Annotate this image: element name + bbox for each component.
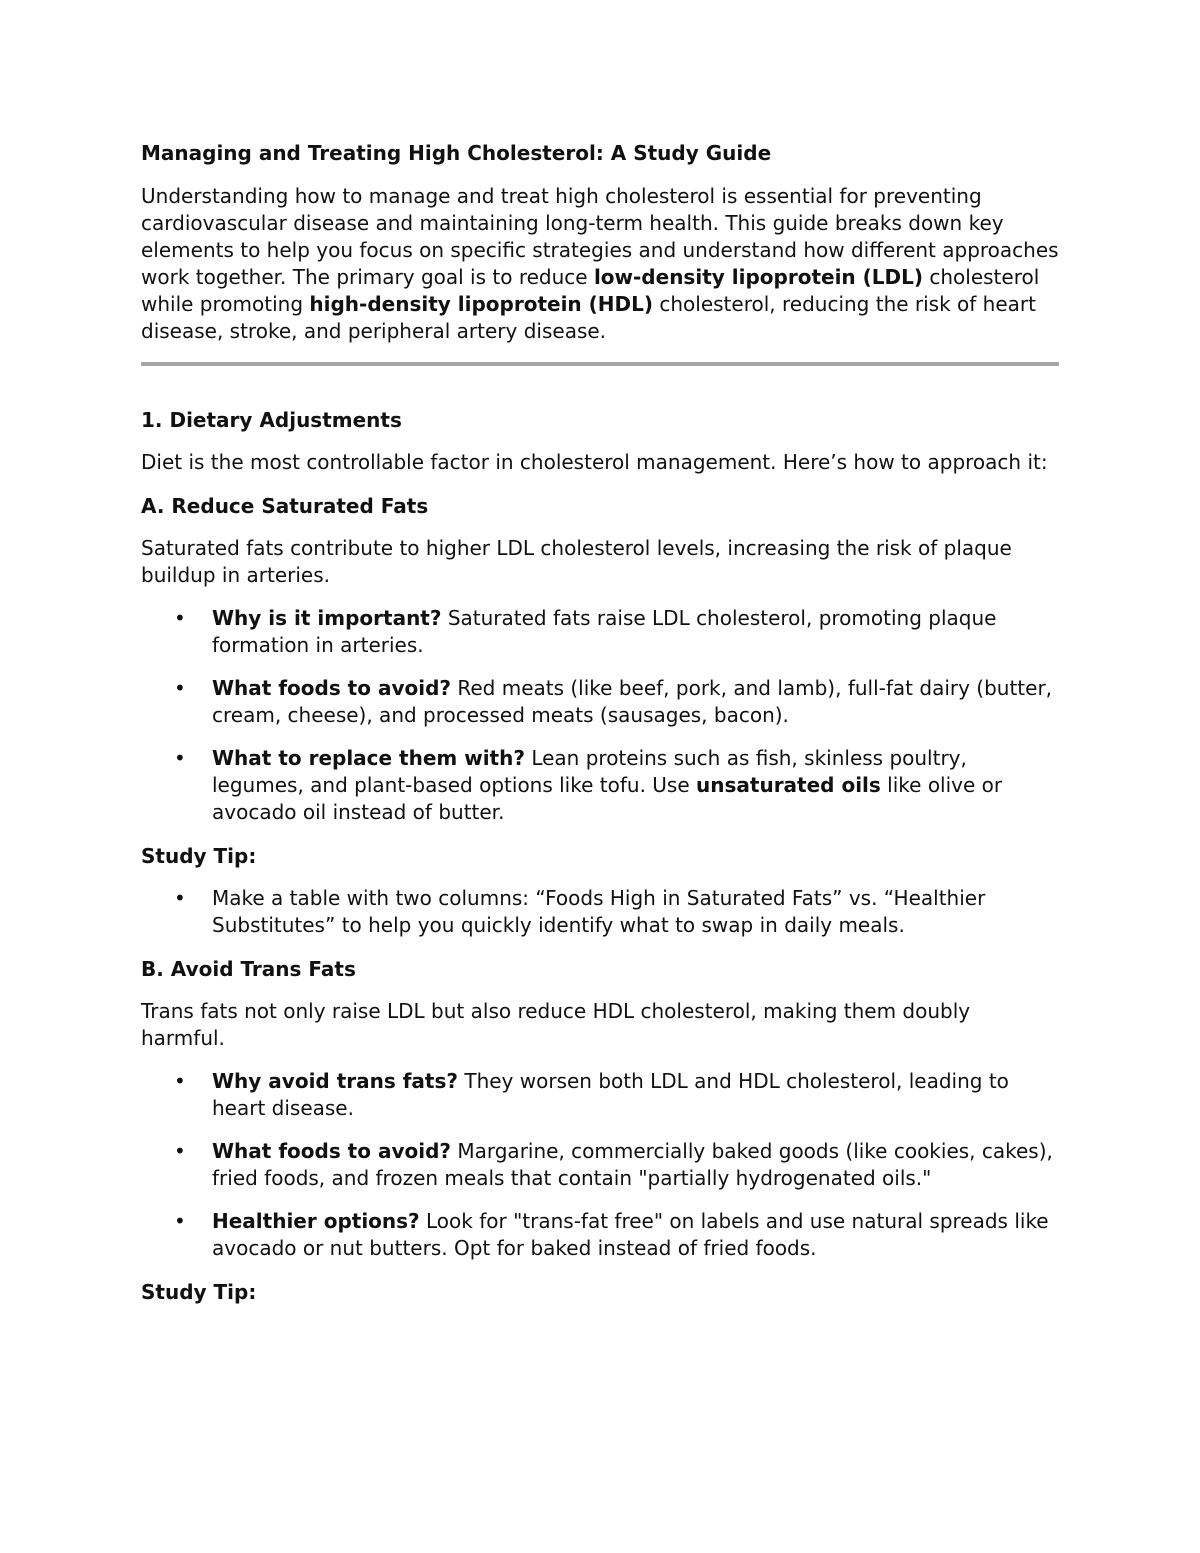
saturated-fats-list (141, 605, 1059, 826)
list-item-label: Healthier options? (212, 1209, 420, 1233)
intro-text-2: cholesterol while promoting (141, 265, 1040, 316)
list-item-label: What foods to avoid? (212, 1139, 451, 1163)
trans-fats-list (141, 1068, 1059, 1262)
horizontal-divider (141, 362, 1059, 366)
list-item-text: Lean proteins such as fish, skinless poultry, legumes, and plant-based options like tofu. Use (212, 746, 967, 797)
list-item-text: They worsen both LDL and HDL cholesterol, leading to heart disease. (212, 1069, 1009, 1120)
intro-text-3: cholesterol, reducing the risk of heart disease, stroke, and peripheral artery disease. (141, 292, 1036, 343)
list-item (141, 605, 1059, 659)
list-item-label: Why is it important? (212, 606, 442, 630)
list-item-text: Red meats (like beef, pork, and lamb), full-fat dairy (butter, cream, cheese), and processed meats (sausages, bacon). (212, 676, 1053, 727)
bullet-icon: • (174, 676, 186, 700)
list-item-bold-term: unsaturated oils (696, 773, 881, 797)
list-item (141, 1208, 1059, 1262)
subsection-heading-saturated: A. Reduce Saturated Fats (141, 494, 429, 518)
subsection-intro-trans: Trans fats not only raise LDL but also reduce HDL cholesterol, making them doubly harmful. (141, 999, 971, 1050)
study-tip-heading: Study Tip: (141, 1280, 257, 1304)
list-item-text-continued: like olive or avocado oil instead of butter. (212, 773, 1003, 824)
bullet-icon: • (174, 1209, 186, 1233)
list-item-text: Saturated fats raise LDL cholesterol, promoting plaque formation in arteries. (212, 606, 997, 657)
list-item (141, 1068, 1059, 1122)
list-item (141, 675, 1059, 729)
document-page (141, 138, 1059, 1321)
intro-text-1: Understanding how to manage and treat high cholesterol is essential for preventing cardiovascular disease and maintaining long-term health. This guide breaks down key elements to help you focus on specific strategies and understand how different approaches work together. The primary goal is to reduce (141, 184, 1059, 289)
bullet-icon: • (174, 746, 186, 770)
intro-paragraph (141, 183, 1059, 345)
section-intro-dietary: Diet is the most controllable factor in cholesterol management. Here’s how to approach it: (141, 450, 1048, 474)
intro-bold-hdl: high-density lipoprotein (HDL) (309, 292, 653, 316)
bullet-icon: • (174, 886, 186, 910)
list-item (141, 1138, 1059, 1192)
study-tip-heading: Study Tip: (141, 844, 257, 868)
intro-bold-ldl: low-density lipoprotein (LDL) (593, 265, 923, 289)
list-item (141, 885, 1059, 939)
document-title: Managing and Treating High Cholesterol: A Study Guide (141, 141, 772, 165)
list-item (141, 745, 1059, 826)
list-item-text: Make a table with two columns: “Foods High in Saturated Fats” vs. “Healthier Substitutes” to help you quickly identify what to swap in daily meals. (212, 886, 986, 937)
list-item-label: Why avoid trans fats? (212, 1069, 458, 1093)
list-item-text: Margarine, commercially baked goods (like cookies, cakes), fried foods, and frozen meals that contain "partially hydrogenated oils." (212, 1139, 1053, 1190)
subsection-intro-saturated: Saturated fats contribute to higher LDL cholesterol levels, increasing the risk of plaque buildup in arteries. (141, 536, 1012, 587)
section-heading-dietary: 1. Dietary Adjustments (141, 408, 402, 432)
bullet-icon: • (174, 1139, 186, 1163)
list-item-label: What foods to avoid? (212, 676, 451, 700)
list-item-text: Look for "trans-fat free" on labels and use natural spreads like avocado or nut butters. Opt for baked instead of fried foods. (212, 1209, 1049, 1260)
list-item-label: What to replace them with? (212, 746, 525, 770)
study-tip-list (141, 885, 1059, 939)
bullet-icon: • (174, 1069, 186, 1093)
bullet-icon: • (174, 606, 186, 630)
subsection-heading-trans: B. Avoid Trans Fats (141, 957, 356, 981)
